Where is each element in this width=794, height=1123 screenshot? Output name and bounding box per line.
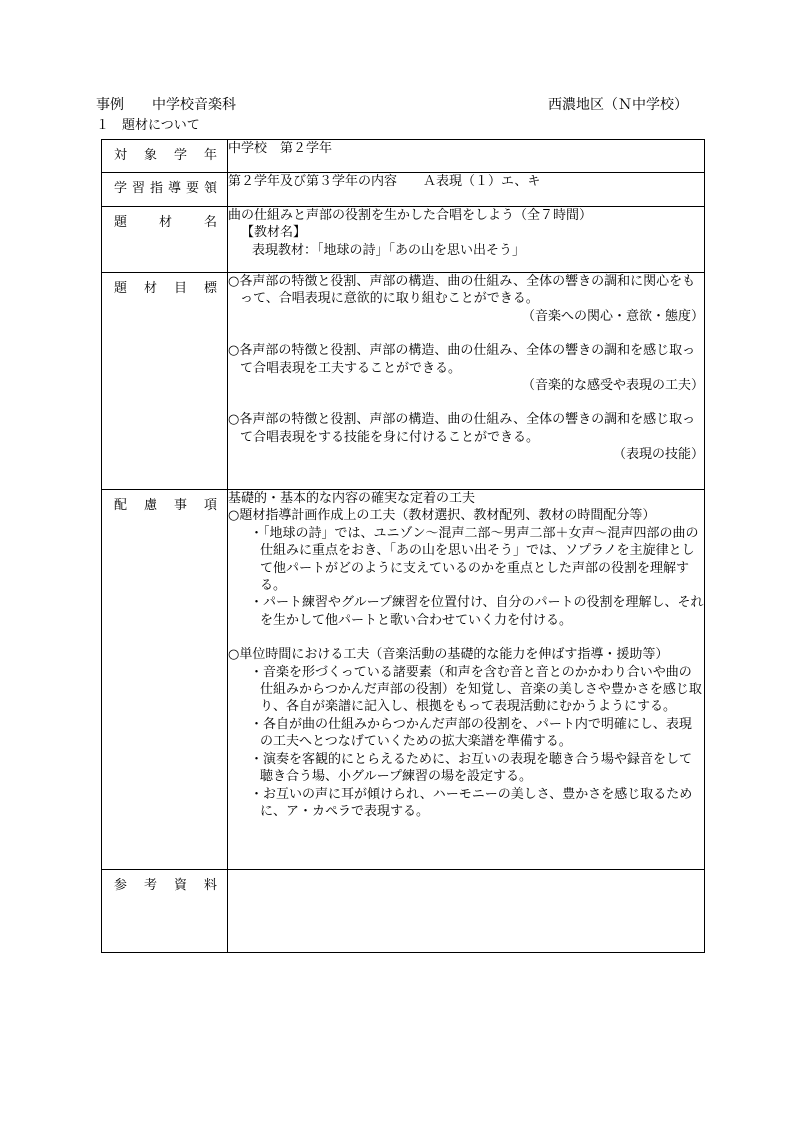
label-theme: 題材名	[114, 215, 217, 230]
overview-table	[101, 139, 705, 953]
label-target: 対象学年	[114, 148, 217, 163]
label-references: 参考資料	[114, 878, 217, 893]
value-curriculum: 第２学年及び第３学年の内容 Ａ表現（１）エ、キ	[228, 174, 541, 189]
row-theme	[102, 207, 705, 273]
block1-item: ・「地球の詩」では、ユニゾン～混声二部～男声二部＋女声～混声四部の曲の仕組みに重点をおき、「あの山を思い出そう」では、ソプラノを主旋律として他パートがどのように支えているのかを重点とした声部の役割を理解する。	[250, 525, 699, 594]
block2-item: ・音楽を形づくっている諸要素（和声を含む音と音とのかかわり合いや曲の仕組みからつかんだ声部の役割）を知覚し、音楽の美しさや豊かさを感じ取り、各自が楽譜に記入し、根拠をもって表現活動にむかうようにする。	[250, 664, 702, 715]
goal-text: ○各声部の特徴と役割、声部の構造、曲の仕組み、全体の響きの調和を感じ取って合唱表現をする技能を身に付けることができる。	[228, 412, 696, 445]
block2-item: ・各自が曲の仕組みからつかんだ声部の役割を、パート内で明確にし、表現の工夫へとつなげていくための拡大楽譜を準備する。	[250, 716, 692, 750]
row-target	[102, 140, 705, 173]
block2-title: ○単位時間における工夫（音楽活動の基礎的な能力を伸ばす指導・援助等）	[228, 647, 669, 663]
label-goals: 題材目標	[114, 281, 217, 296]
value-theme: 曲の仕組みと声部の役割を生かした合唱をしよう（全７時間）	[228, 208, 593, 223]
section-title: １ 題材について	[96, 118, 200, 133]
block2-item: ・演奏を客観的にとらえるために、お互いの表現を聴き合う場や録音をして聴き合う場、小グループ練習の場を設定する。	[250, 751, 693, 785]
header-right: 西濃地区（Ｎ中学校）	[548, 97, 688, 113]
goal-text: ○各声部の特徴と役割、声部の構造、曲の仕組み、全体の響きの調和を感じ取って合唱表現を工夫することができる。	[228, 343, 696, 376]
header-left: 事例 中学校音楽科	[96, 97, 236, 113]
goal-text: ○各声部の特徴と役割、声部の構造、曲の仕組み、全体の響きの調和に関心をもって、合唱表現に意欲的に取り組むことができる。	[228, 274, 696, 307]
row-considerations	[102, 490, 705, 870]
goal-tag: （音楽への関心・意欲・態度）	[521, 308, 704, 324]
material-list: 表現教材：「地球の詩」「あの山を思い出そう」	[252, 242, 526, 258]
block1-title: ○題材指導計画作成上の工夫（教材選択、教材配列、教材の時間配分等）	[228, 508, 656, 524]
label-considerations: 配慮事項	[114, 498, 217, 513]
value-target: 中学校 第２学年	[228, 141, 333, 156]
considerations-heading: 基礎的・基本的な内容の確実な定着の工夫	[228, 491, 476, 506]
row-curriculum	[102, 173, 705, 207]
row-goals	[102, 273, 705, 490]
block1-item: ・パート練習やグループ練習を位置付け、自分のパートの役割を理解し、それを生かして他パートと歌い合わせていく力を付ける。	[250, 595, 704, 628]
goal-tag: （音楽的な感受や表現の工夫）	[521, 378, 704, 394]
goal-tag: （表現の技能）	[612, 447, 704, 463]
label-curriculum: 学習指導要領	[114, 181, 217, 196]
block2-item: ・お互いの声に耳が傾けられ、ハーモニーの美しさ、豊かさを感じ取るために、ア・カペラで表現する。	[250, 786, 693, 819]
material-heading: 【教材名】	[241, 225, 307, 241]
row-references	[102, 870, 705, 953]
